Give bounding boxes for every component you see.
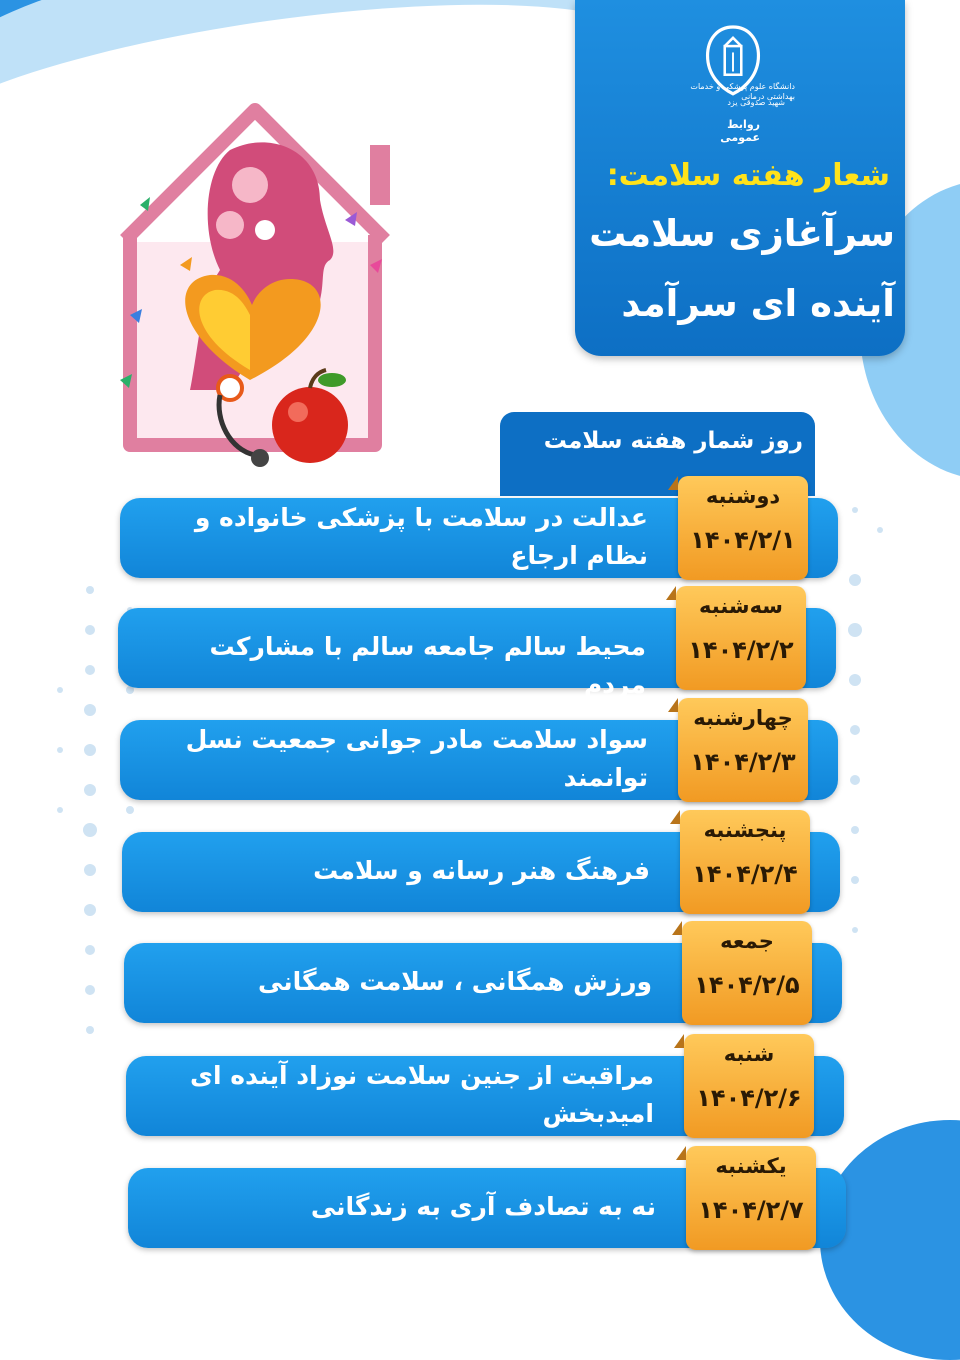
slogan-line-2: آینده ای سرآمد [621,282,895,325]
day-date-tag [686,1146,816,1250]
house-heart-apple-illustration [80,90,420,470]
day-name: جمعه [720,929,774,953]
day-theme-text: سواد سلامت مادر جوانی جمعیت نسل توانمند [185,725,648,792]
day-date: ۱۴۰۴/۲/۴ [692,860,798,888]
day-name: دوشنبه [705,484,781,508]
slogan-title: شعار هفته سلامت: [606,158,890,193]
day-date-tag [680,810,810,914]
university-subunit: شهید صدوقی یزد [727,98,785,107]
day-date-tag [682,921,812,1025]
day-date-tag [676,586,806,690]
day-name: یکشنبه [715,1154,787,1178]
day-date-tag [684,1034,814,1138]
day-date: ۱۴۰۴/۲/۲ [688,636,794,664]
day-theme-text: محیط سالم جامعه سالم با مشارکت مردم [209,632,646,699]
day-theme-text: نه به تصادف آری به زندگانی [310,1192,656,1221]
day-date: ۱۴۰۴/۲/۷ [698,1196,804,1224]
day-theme-text: مراقبت از جنین سلامت نوزاد آینده ای امیدبخش [190,1061,654,1128]
day-name: شنبه [723,1042,775,1066]
day-date-tag [678,476,808,580]
department-label: روابط عمومی [720,118,760,144]
day-name: سه‌شنبه [699,594,783,618]
day-date: ۱۴۰۴/۲/۳ [690,748,796,776]
day-date-tag [678,698,808,802]
university-name: دانشگاه علوم پزشکی و خدمات بهداشتی درمانی [690,82,795,101]
day-date: ۱۴۰۴/۲/۶ [696,1084,802,1112]
day-date: ۱۴۰۴/۲/۱ [690,526,796,554]
day-theme-text: عدالت در سلامت با پزشکی خانواده و نظام ارجاع [194,503,648,570]
countdown-title: روز شمار هفته سلامت [543,428,803,454]
day-theme-text: فرهنگ هنر رسانه و سلامت [313,856,650,885]
day-name: چهارشنبه [693,706,793,730]
day-name: پنجشنبه [703,818,787,842]
day-theme-text: ورزش همگانی ، سلامت همگانی [257,967,652,996]
slogan-line-1: سرآغازی سلامت [589,212,895,255]
day-date: ۱۴۰۴/۲/۵ [694,971,800,999]
